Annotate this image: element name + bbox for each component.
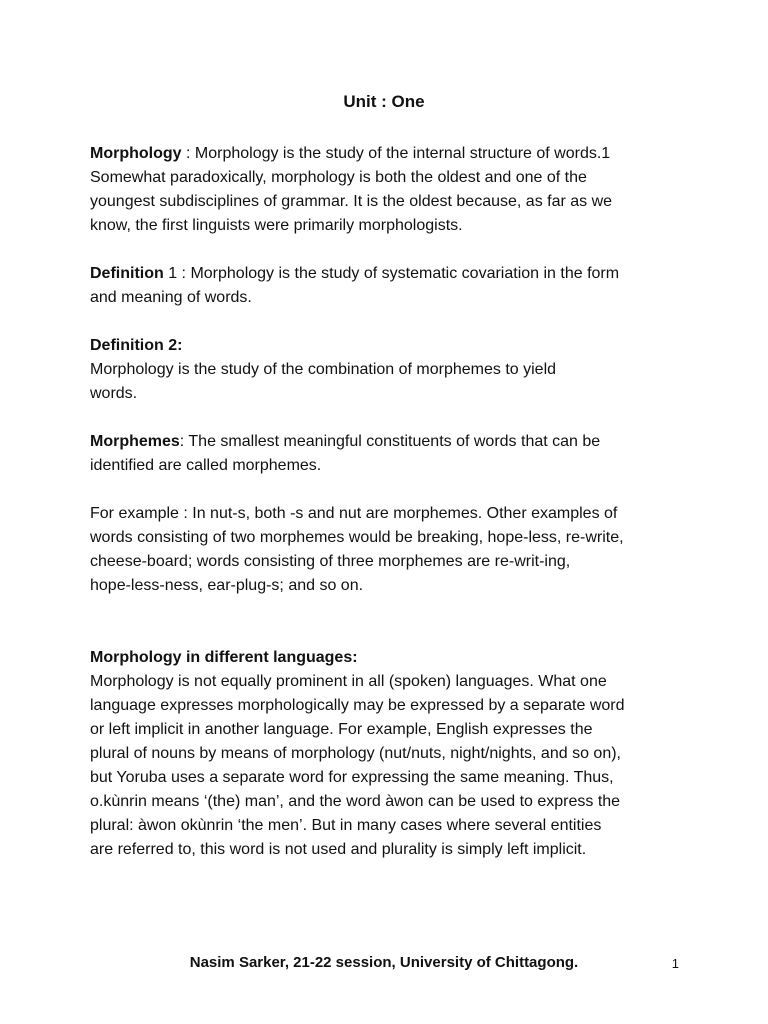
morphemes-line-2: identified are called morphemes.: [90, 457, 322, 474]
definition-2-paragraph: [90, 334, 690, 406]
page-number: 1: [671, 956, 679, 971]
definition-1-line-2: and meaning of words.: [90, 289, 252, 306]
morphology-paragraph: [90, 142, 690, 238]
definition-2-heading: Definition 2:: [90, 337, 183, 354]
definition-2-line-1: Morphology is the study of the combination of morphemes to yield: [90, 361, 557, 378]
languages-line-2: language expresses morphologically may be expressed by a separate word: [90, 697, 625, 714]
page-title: Unit : One: [343, 92, 425, 111]
example-paragraph: [90, 502, 690, 598]
definition-1-line-1: [90, 262, 690, 286]
languages-line-1: Morphology is not equally prominent in all (spoken) languages. What one: [90, 673, 607, 690]
languages-paragraph: [90, 646, 690, 862]
document-body: [90, 142, 690, 862]
languages-line-7: plural: àwon okùnrin ‘the men’. But in many cases where several entities: [90, 817, 602, 834]
languages-line-8: are referred to, this word is not used and plurality is simply left implicit.: [90, 841, 587, 858]
morphology-line-1-text: : Morphology is the study of the internal structure of words.1: [181, 145, 611, 162]
definition-1-paragraph: [90, 262, 690, 310]
definition-2-line-2: words.: [90, 385, 138, 402]
definition-1-line-1-text: 1 : Morphology is the study of systematic covariation in the form: [163, 265, 620, 282]
definition-1-term: Definition: [90, 265, 164, 282]
page-footer: Nasim Sarker, 21-22 session, University of Chittagong.: [189, 954, 579, 971]
morphology-term: Morphology: [90, 145, 182, 162]
morphology-line-1: [90, 142, 690, 166]
example-line-2: words consisting of two morphemes would be breaking, hope-less, re-write,: [90, 529, 624, 546]
languages-heading: Morphology in different languages:: [90, 649, 358, 666]
languages-line-4: plural of nouns by means of morphology (nut/nuts, night/nights, and so on),: [90, 745, 621, 762]
morphology-line-2: Somewhat paradoxically, morphology is both the oldest and one of the: [90, 169, 587, 186]
languages-line-6: o.kùnrin means ‘(the) man’, and the word àwon can be used to express the: [90, 793, 621, 810]
example-line-3: cheese-board; words consisting of three morphemes are re-writ-ing,: [90, 553, 571, 570]
morphemes-line-1-text: : The smallest meaningful constituents of words that can be: [179, 433, 601, 450]
morphemes-line-1: [90, 430, 690, 454]
morphemes-paragraph: [90, 430, 690, 478]
languages-line-5: but Yoruba uses a separate word for expressing the same meaning. Thus,: [90, 769, 614, 786]
morphemes-term: Morphemes: [90, 433, 180, 450]
morphology-line-4: know, the first linguists were primarily morphologists.: [90, 217, 463, 234]
languages-line-3: or left implicit in another language. For example, English expresses the: [90, 721, 593, 738]
example-line-1: For example : In nut-s, both -s and nut are morphemes. Other examples of: [90, 505, 618, 522]
morphology-line-3: youngest subdisciplines of grammar. It is the oldest because, as far as we: [90, 193, 613, 210]
example-line-4: hope-less-ness, ear-plug-s; and so on.: [90, 577, 364, 594]
